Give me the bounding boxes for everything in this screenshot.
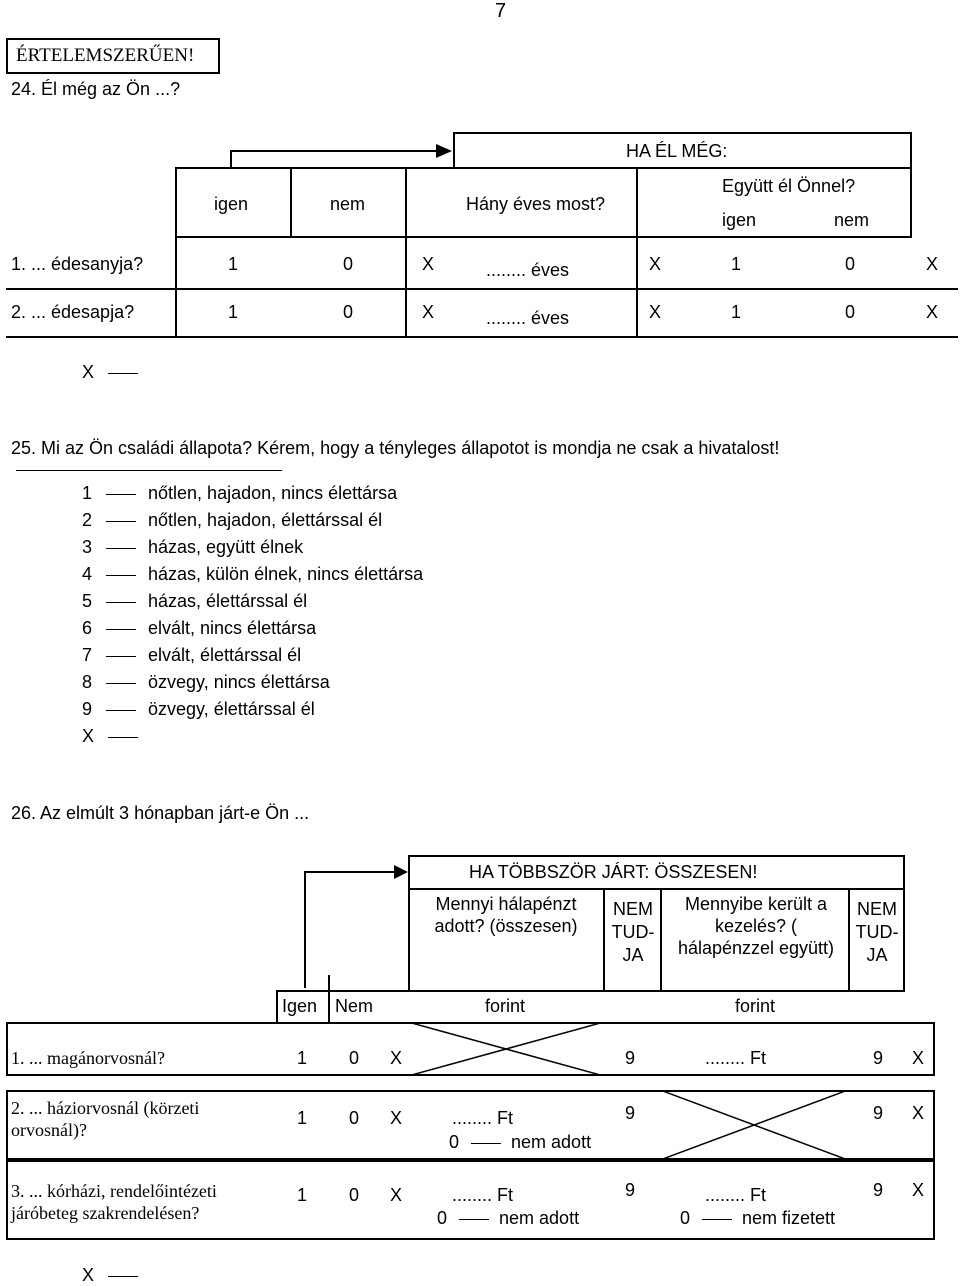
q26-line: [408, 855, 410, 992]
q26-gift-none: [437, 1208, 579, 1229]
q26-line: [328, 975, 330, 1023]
q26-forint-2: forint: [735, 996, 776, 1016]
option-text: házas, külön élnek, nincs élettársa: [148, 564, 424, 584]
q24-code: X: [926, 302, 939, 322]
q25-option: [82, 537, 303, 558]
q25-option: [82, 483, 397, 504]
q26-code: 1: [297, 1048, 308, 1068]
q26-code: 9: [873, 1180, 884, 1200]
q24-ha-el-meg: HA ÉL MÉG:: [626, 141, 728, 161]
q25-option: [82, 699, 315, 720]
gift-none-code: 0: [437, 1208, 448, 1228]
dash-line: [471, 1143, 501, 1144]
option-text: házas, együtt élnek: [148, 537, 304, 557]
q26-code: 9: [873, 1103, 884, 1123]
q24-code: X: [649, 254, 662, 274]
q26-code: X: [390, 1108, 403, 1128]
q24-line: [175, 167, 912, 169]
q24-code: X: [926, 254, 939, 274]
dash-line: [108, 1276, 138, 1277]
q24-line: [636, 167, 638, 337]
q26-arrow-stem: [304, 871, 306, 988]
q26-line: [408, 855, 905, 857]
dash-line: [106, 548, 136, 549]
q26-row-label: 1. ... magánorvosnál?: [11, 1048, 165, 1068]
q25-option: [82, 591, 307, 612]
q24-col-nem: nem: [330, 194, 366, 214]
q25-option: [82, 618, 316, 639]
q24-code: X: [422, 254, 435, 274]
q24-age-field: ........ éves: [486, 260, 570, 280]
q24-line: [175, 236, 912, 238]
q24-col-egyutt: Együtt él Önnel?: [722, 176, 856, 196]
q26-code: 0: [349, 1048, 360, 1068]
q26-code: 9: [873, 1048, 884, 1068]
option-text: elvált, nincs élettársa: [148, 618, 317, 638]
q24-line: [290, 167, 292, 236]
q26-row-label: 3. ... kórházi, rendelőintézeti járóbeteg szakrendelésen?: [11, 1181, 217, 1223]
q26-line: [848, 888, 850, 992]
q26-line: [276, 990, 278, 1023]
dash-line: [106, 629, 136, 630]
q24-line: [6, 288, 958, 290]
q26-gift-none: [449, 1132, 591, 1153]
q26-arrow-head-icon: [394, 865, 408, 879]
dash-line: [106, 656, 136, 657]
q24-x-code: [82, 362, 150, 383]
dash-line: [108, 373, 138, 374]
q25-option: [82, 726, 150, 747]
q24-x-code-text: X: [82, 362, 95, 382]
q24-line: [910, 132, 912, 236]
q25-option: [82, 645, 301, 666]
option-text: nőtlen, hajadon, élettárssal él: [148, 510, 383, 530]
option-code: 1: [82, 483, 93, 503]
option-text: özvegy, nincs élettársa: [148, 672, 330, 692]
gift-none-text: nem adott: [499, 1208, 580, 1228]
q26-forint-1: forint: [485, 996, 526, 1016]
dash-line: [106, 710, 136, 711]
option-code: 3: [82, 537, 93, 557]
q24-col-igen: igen: [214, 194, 249, 214]
q26-code: X: [912, 1103, 925, 1123]
option-code: 9: [82, 699, 93, 719]
q24-line: [453, 132, 912, 134]
q24-code: 1: [731, 302, 742, 322]
cost-none-text: nem fizetett: [742, 1208, 836, 1228]
q26-code: 1: [297, 1185, 308, 1205]
dash-line: [702, 1219, 732, 1220]
q24-line: [405, 167, 407, 337]
dash-line: [106, 575, 136, 576]
q24-code: 0: [845, 302, 856, 322]
q26-line: [276, 990, 905, 992]
q26-gift-field: ........ Ft: [452, 1108, 514, 1128]
q24-row-label: 1. ... édesanyja?: [11, 254, 144, 274]
q26-code: X: [912, 1048, 925, 1068]
q26-code: X: [390, 1048, 403, 1068]
q24-arrow-stem: [230, 150, 232, 168]
q26-code: 9: [625, 1180, 636, 1200]
page-number: 7: [495, 0, 507, 22]
option-text: elvált, élettárssal él: [148, 645, 302, 665]
q24-col-egyutt-nem: nem: [834, 210, 870, 230]
q26-cost-field: ........ Ft: [705, 1185, 767, 1205]
q26-col-igen: Igen: [282, 996, 318, 1016]
q26-code: X: [912, 1180, 925, 1200]
q26-cross-mark-icon: [408, 1022, 604, 1076]
q25-option: [82, 510, 382, 531]
option-text: házas, élettárssal él: [148, 591, 308, 611]
q24-code: 0: [845, 254, 856, 274]
q26-x-code-text: X: [82, 1265, 95, 1285]
dash-line: [459, 1219, 489, 1220]
option-text: özvegy, élettárssal él: [148, 699, 315, 719]
option-code: 6: [82, 618, 93, 638]
q26-code: 9: [625, 1048, 636, 1068]
q26-cost-none: [680, 1208, 835, 1229]
q26-x-code: [82, 1265, 150, 1286]
q26-code: 0: [349, 1108, 360, 1128]
option-code: 5: [82, 591, 93, 611]
q24-col-hany-eves: Hány éves most?: [466, 194, 606, 214]
dash-line: [106, 494, 136, 495]
q24-code: 1: [228, 302, 239, 322]
q26-gift-field: ........ Ft: [452, 1185, 514, 1205]
q26-code: 1: [297, 1108, 308, 1128]
q24-age-field: ........ éves: [486, 308, 570, 328]
q24-arrow-line: [230, 150, 440, 152]
q25-option: [82, 672, 330, 693]
q26-line: [408, 888, 905, 890]
dash-line: [106, 602, 136, 603]
q24-code: X: [422, 302, 435, 322]
q26-line: [603, 888, 605, 992]
q24-arrow-head-icon: [436, 144, 452, 158]
q26-cost-field: ........ Ft: [705, 1048, 767, 1068]
q26-ha-tobbszor: HA TÖBBSZÖR JÁRT: ÖSSZESEN!: [469, 862, 758, 882]
q26-col-nem: Nem: [335, 996, 374, 1016]
q26-row-label: 2. ... háziorvosnál (körzeti orvosnál)?: [11, 1098, 200, 1140]
q25-underline: [16, 470, 282, 471]
dash-line: [108, 737, 138, 738]
q26-col-nem-tudja-2: NEM TUD-JA: [855, 899, 899, 965]
option-text: nőtlen, hajadon, nincs élettársa: [148, 483, 398, 503]
q26-col-nem-tudja-1: NEM TUD-JA: [611, 899, 655, 965]
q24-row-label: 2. ... édesapja?: [11, 302, 135, 322]
dash-line: [106, 683, 136, 684]
q24-col-egyutt-igen: igen: [722, 210, 757, 230]
q24-code: 0: [343, 254, 354, 274]
q26-col-mennyibe: Mennyibe került a kezelés? ( hálapénzzel együtt): [677, 894, 835, 958]
q24-code: 0: [343, 302, 354, 322]
q26-cross-mark-icon: [660, 1090, 848, 1160]
q26-code: X: [390, 1185, 403, 1205]
q26-line: [660, 888, 662, 992]
gift-none-code: 0: [449, 1132, 460, 1152]
option-code: 4: [82, 564, 93, 584]
q25-option: [82, 564, 423, 585]
q26-col-halapenz: Mennyi hálapénzt adott? (összesen): [434, 894, 578, 936]
option-code: 7: [82, 645, 93, 665]
q26-code: 0: [349, 1185, 360, 1205]
q26-code: 9: [625, 1103, 636, 1123]
q24-code: 1: [228, 254, 239, 274]
dash-line: [106, 521, 136, 522]
q24-title: 24. Él még az Ön ...?: [11, 79, 181, 99]
q26-arrow-line: [304, 871, 396, 873]
q26-title: 26. Az elmúlt 3 hónapban járt-e Ön ...: [11, 803, 310, 823]
cost-none-code: 0: [680, 1208, 691, 1228]
q24-line: [453, 132, 455, 168]
q26-line: [903, 855, 905, 992]
option-code: 8: [82, 672, 93, 692]
q25-title: 25. Mi az Ön családi állapota? Kérem, hogy a tényleges állapotot is mondja ne csak a hivatalost!: [11, 438, 780, 458]
q24-code: 1: [731, 254, 742, 274]
q24-line: [6, 336, 958, 338]
gift-none-text: nem adott: [511, 1132, 592, 1152]
q24-code: X: [649, 302, 662, 322]
option-code: X: [82, 726, 95, 746]
instruction-text: ÉRTELEMSZERŰEN!: [16, 45, 195, 66]
q24-line: [175, 167, 177, 337]
option-code: 2: [82, 510, 93, 530]
